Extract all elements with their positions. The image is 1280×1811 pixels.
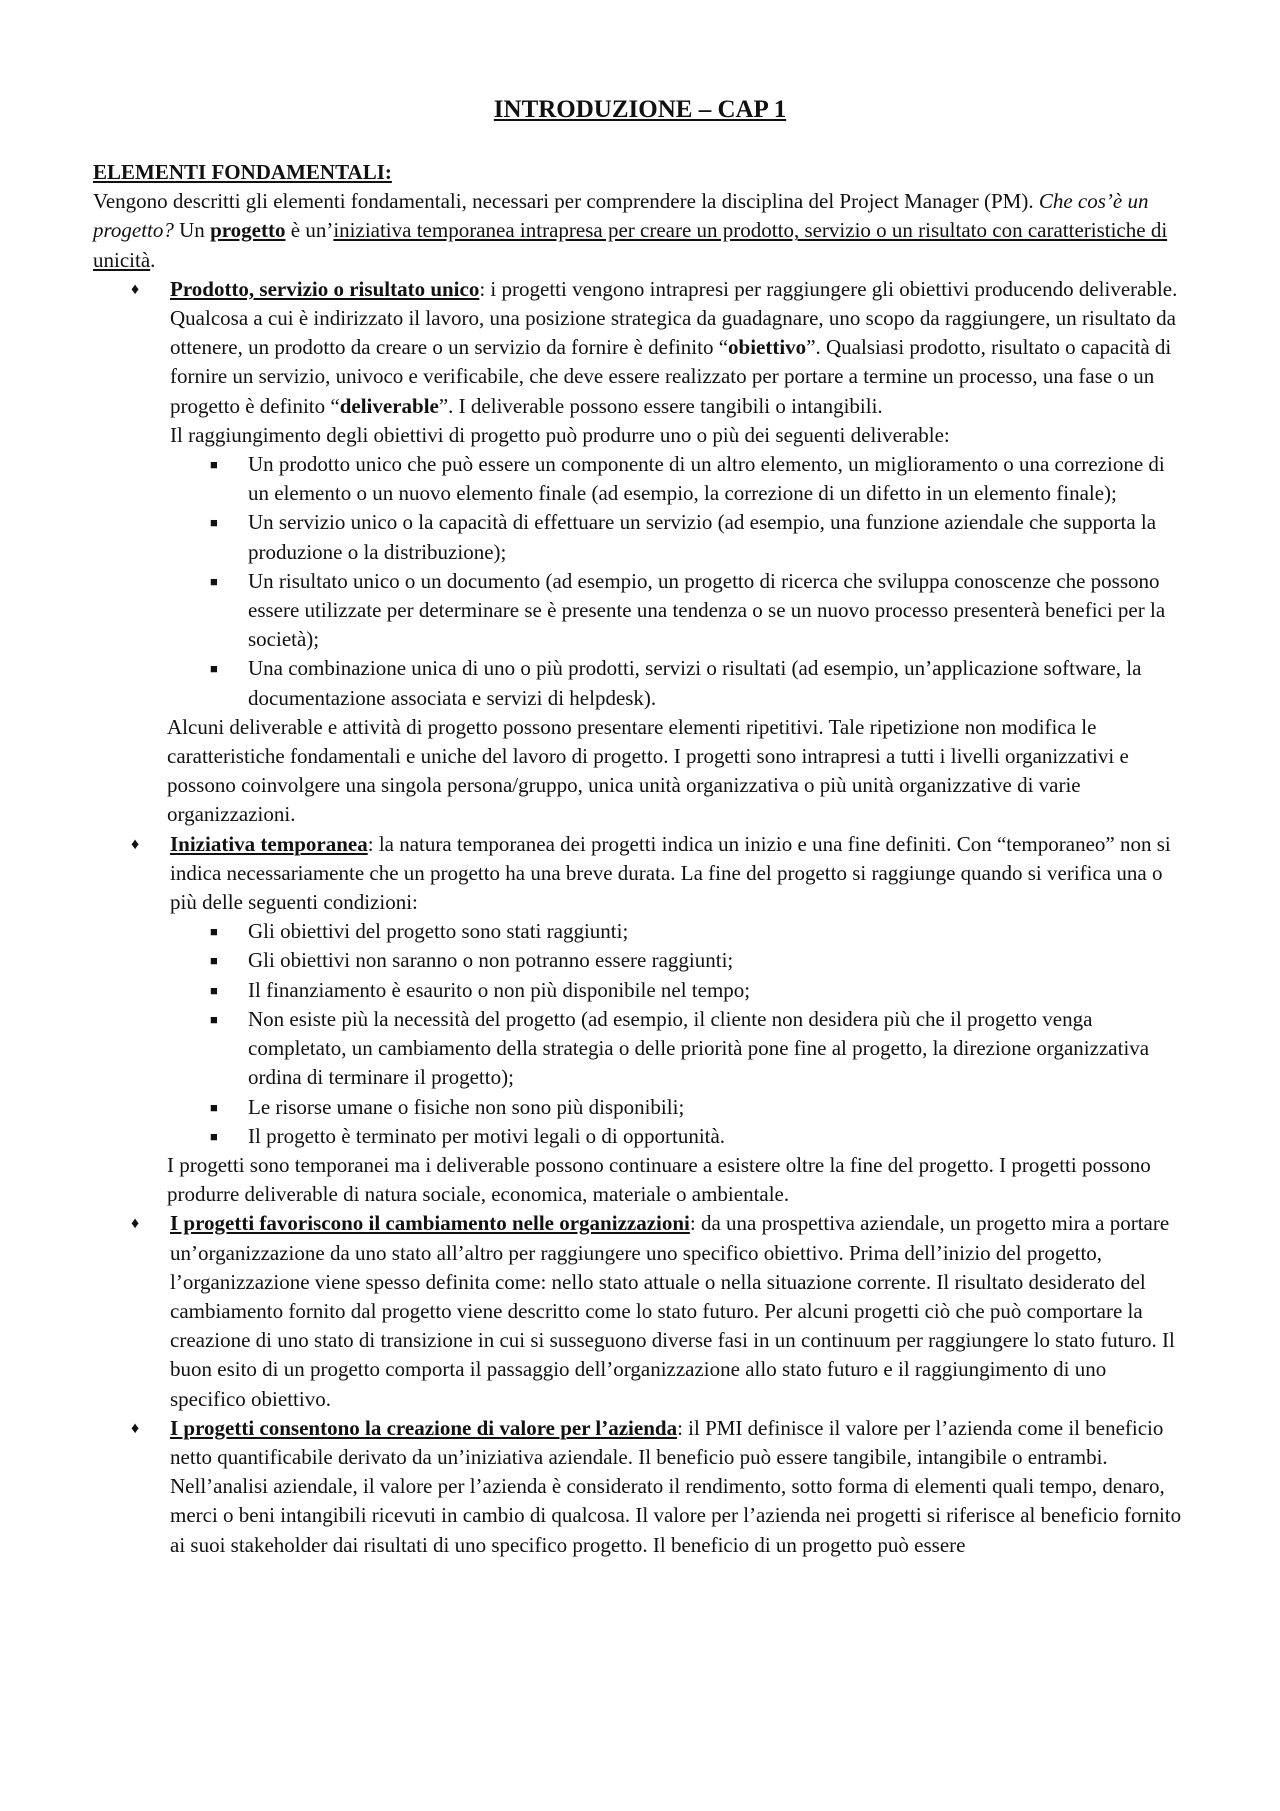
bullet-cambiamento	[93, 1209, 1183, 1413]
list-item	[170, 1005, 1183, 1093]
main-bullet-list	[93, 275, 1183, 1560]
bullet-text: ”. I deliverable possono essere tangibili o intangibili.	[438, 393, 883, 418]
list-item	[170, 976, 1183, 1005]
bullet-title: Prodotto, servizio o risultato unico	[170, 276, 480, 301]
bullet-iniziativa-temporanea	[93, 830, 1183, 1210]
bullet-text: : il PMI definisce il valore per l’azienda come il beneficio netto quantificabile derivato da un’iniziativa aziendale. Il beneficio può essere tangibile, intangibile o entrambi. Nell’analisi aziendale, il valore per l’azienda è considerato il rendimento, sotto forma di elementi quali tempo, denaro, merci o beni intangibili ricevuti in cambio di qualcosa. Il valore per l’azienda nei progetti si riferisce al beneficio fornito ai suoi stakeholder dai risultati di uno specifico progetto. Il beneficio di un progetto può essere	[170, 1415, 1182, 1557]
bullet-text: ”. Qualsiasi prodotto, risultato o capacità di fornire un servizio, univoco e verificabile, che deve essere realizzato per portare a termine un processo, una fase o un progetto è definito “	[170, 335, 1172, 418]
bullet-title: Iniziativa temporanea	[170, 831, 368, 856]
diamond-bullet-icon: ♦	[131, 1215, 140, 1233]
list-item	[170, 567, 1183, 655]
intro-term-progetto: progetto	[210, 218, 286, 243]
section-heading: ELEMENTI FONDAMENTALI:	[93, 160, 392, 184]
term-obiettivo: obiettivo	[728, 335, 807, 360]
bullet-title: I progetti consentono la creazione di valore per l’azienda	[170, 1415, 678, 1440]
diamond-bullet-icon: ♦	[131, 835, 140, 853]
square-bullet-icon: ■	[210, 573, 218, 589]
deliverable-sublist	[170, 450, 1183, 713]
intro-text-3: è un’	[285, 218, 334, 243]
list-item-text: Un prodotto unico che può essere un componente di un altro elemento, un miglioramento o una correzione di un elemento o un nuovo elemento finale (ad esempio, la correzione di un difetto in un elemento finale);	[248, 452, 1165, 506]
bullet-paragraph	[170, 1414, 1183, 1560]
term-deliverable: deliverable	[339, 393, 439, 418]
list-item-text: Gli obiettivi del progetto sono stati raggiunti;	[248, 919, 629, 944]
bullet-text: : la natura temporanea dei progetti indica un inizio e una fine definiti. Con “temporaneo” non si indica necessariamente che un progetto ha una breve durata. La fine del progetto si raggiunge quando si verifica una o più delle seguenti condizioni:	[170, 831, 1171, 915]
bullet-follow-up: I progetti sono temporanei ma i deliverable possono continuare a esistere oltre la fine del progetto. I progetti possono produrre deliverable di natura sociale, economica, materiale o ambientale.	[167, 1152, 1151, 1207]
diamond-bullet-icon: ♦	[131, 280, 140, 298]
list-item	[170, 917, 1183, 946]
square-bullet-icon: ■	[210, 661, 218, 677]
bullet-prodotto-unico	[93, 275, 1183, 830]
square-bullet-icon: ■	[210, 1099, 218, 1115]
square-bullet-icon: ■	[210, 924, 218, 940]
conditions-sublist	[170, 917, 1183, 1151]
intro-question: Che cos’è un progetto?	[93, 189, 1149, 243]
list-item	[170, 1093, 1183, 1122]
list-item	[170, 946, 1183, 975]
square-bullet-icon: ■	[210, 982, 218, 998]
square-bullet-icon: ■	[210, 515, 218, 531]
list-item	[170, 508, 1183, 566]
bullet-paragraph	[170, 1209, 1183, 1413]
list-item-text: Le risorse umane o fisiche non sono più disponibili;	[248, 1094, 685, 1119]
intro-text-2: Un	[173, 218, 211, 243]
intro-definition: iniziativa temporanea intrapresa per creare un prodotto, servizio o un risultato con caratteristiche di unicità	[93, 218, 1168, 272]
bullet-paragraph	[170, 830, 1183, 918]
list-item-text: Una combinazione unica di uno o più prodotti, servizi o risultati (ad esempio, un’applicazione software, la documentazione associata e servizi di helpdesk).	[248, 656, 1142, 710]
bullet-valore-azienda	[93, 1414, 1183, 1560]
list-item-text: Non esiste più la necessità del progetto (ad esempio, il cliente non desidera più che il progetto venga completato, un cambiamento della strategia o delle priorità pone fine al progetto, la direzione organizzativa ordina di terminare il progetto);	[248, 1006, 1150, 1090]
diamond-bullet-icon: ♦	[131, 1419, 140, 1437]
bullet-follow-up: Alcuni deliverable e attività di progetto possono presentare elementi ripetitivi. Tale ripetizione non modifica le caratteristiche fondamentali e uniche del lavoro di progetto. I progetti sono intrapresi a tutti i livelli organizzativi e possono coinvolgere una singola persona/gruppo, unica unità organizzativa o più unità organizzative di varie organizzazioni.	[167, 714, 1129, 827]
square-bullet-icon: ■	[210, 457, 218, 473]
sublist-lead: Il raggiungimento degli obiettivi di progetto può produrre uno o più dei seguenti deliverable:	[170, 422, 950, 447]
square-bullet-icon: ■	[210, 1128, 218, 1144]
page-title: INTRODUZIONE – CAP 1	[493, 96, 787, 123]
list-item-text: Un risultato unico o un documento (ad esempio, un progetto di ricerca che sviluppa conoscenze che possono essere utilizzate per determinare se è presente una tendenza o se un nuovo processo presenterà benefici per la società);	[248, 568, 1166, 652]
square-bullet-icon: ■	[210, 953, 218, 969]
list-item	[170, 654, 1183, 712]
bullet-title: I progetti favoriscono il cambiamento nelle organizzazioni	[170, 1211, 690, 1236]
intro-paragraph	[93, 187, 1183, 275]
list-item	[170, 450, 1183, 508]
list-item-text: Il progetto è terminato per motivi legali o di opportunità.	[248, 1123, 726, 1148]
list-item-text: Un servizio unico o la capacità di effettuare un servizio (ad esempio, una funzione aziendale che supporta la produzione o la distribuzione);	[248, 510, 1157, 564]
list-item-text: Gli obiettivi non saranno o non potranno essere raggiunti;	[248, 948, 734, 973]
list-item-text: Il finanziamento è esaurito o non più disponibile nel tempo;	[248, 977, 751, 1002]
intro-text-4: .	[150, 247, 156, 272]
bullet-text: : i progetti vengono intrapresi per raggiungere gli obiettivi producendo deliverable. Qualcosa a cui è indirizzato il lavoro, una posizione strategica da guadagnare, uno scopo da raggiungere, un risultato da ottenere, un prodotto da creare o un servizio da fornire è definito “	[170, 276, 1178, 360]
document-body	[93, 158, 1183, 1560]
bullet-paragraph	[170, 275, 1183, 421]
bullet-text: : da una prospettiva aziendale, un progetto mira a portare un’organizzazione da uno stato all’altro per raggiungere uno specifico obiettivo. Prima dell’inizio del progetto, l’organizzazione viene spesso definita come: nello stato attuale o nella situazione corrente. Il risultato desiderato del cambiamento fornito dal progetto viene descritto come lo stato futuro. Per alcuni progetti ciò che può comportare la creazione di uno stato di transizione in cui si susseguono diverse fasi in un continuum per raggiungere lo stato futuro. Il buon esito di un progetto comporta il passaggio dell’organizzazione allo stato futuro e il raggiungimento di uno specifico obiettivo.	[170, 1211, 1175, 1411]
square-bullet-icon: ■	[210, 1011, 218, 1027]
intro-text-1: Vengono descritti gli elementi fondamentali, necessari per comprendere la disciplina del Project Manager (PM).	[93, 189, 1039, 214]
list-item	[170, 1122, 1183, 1151]
